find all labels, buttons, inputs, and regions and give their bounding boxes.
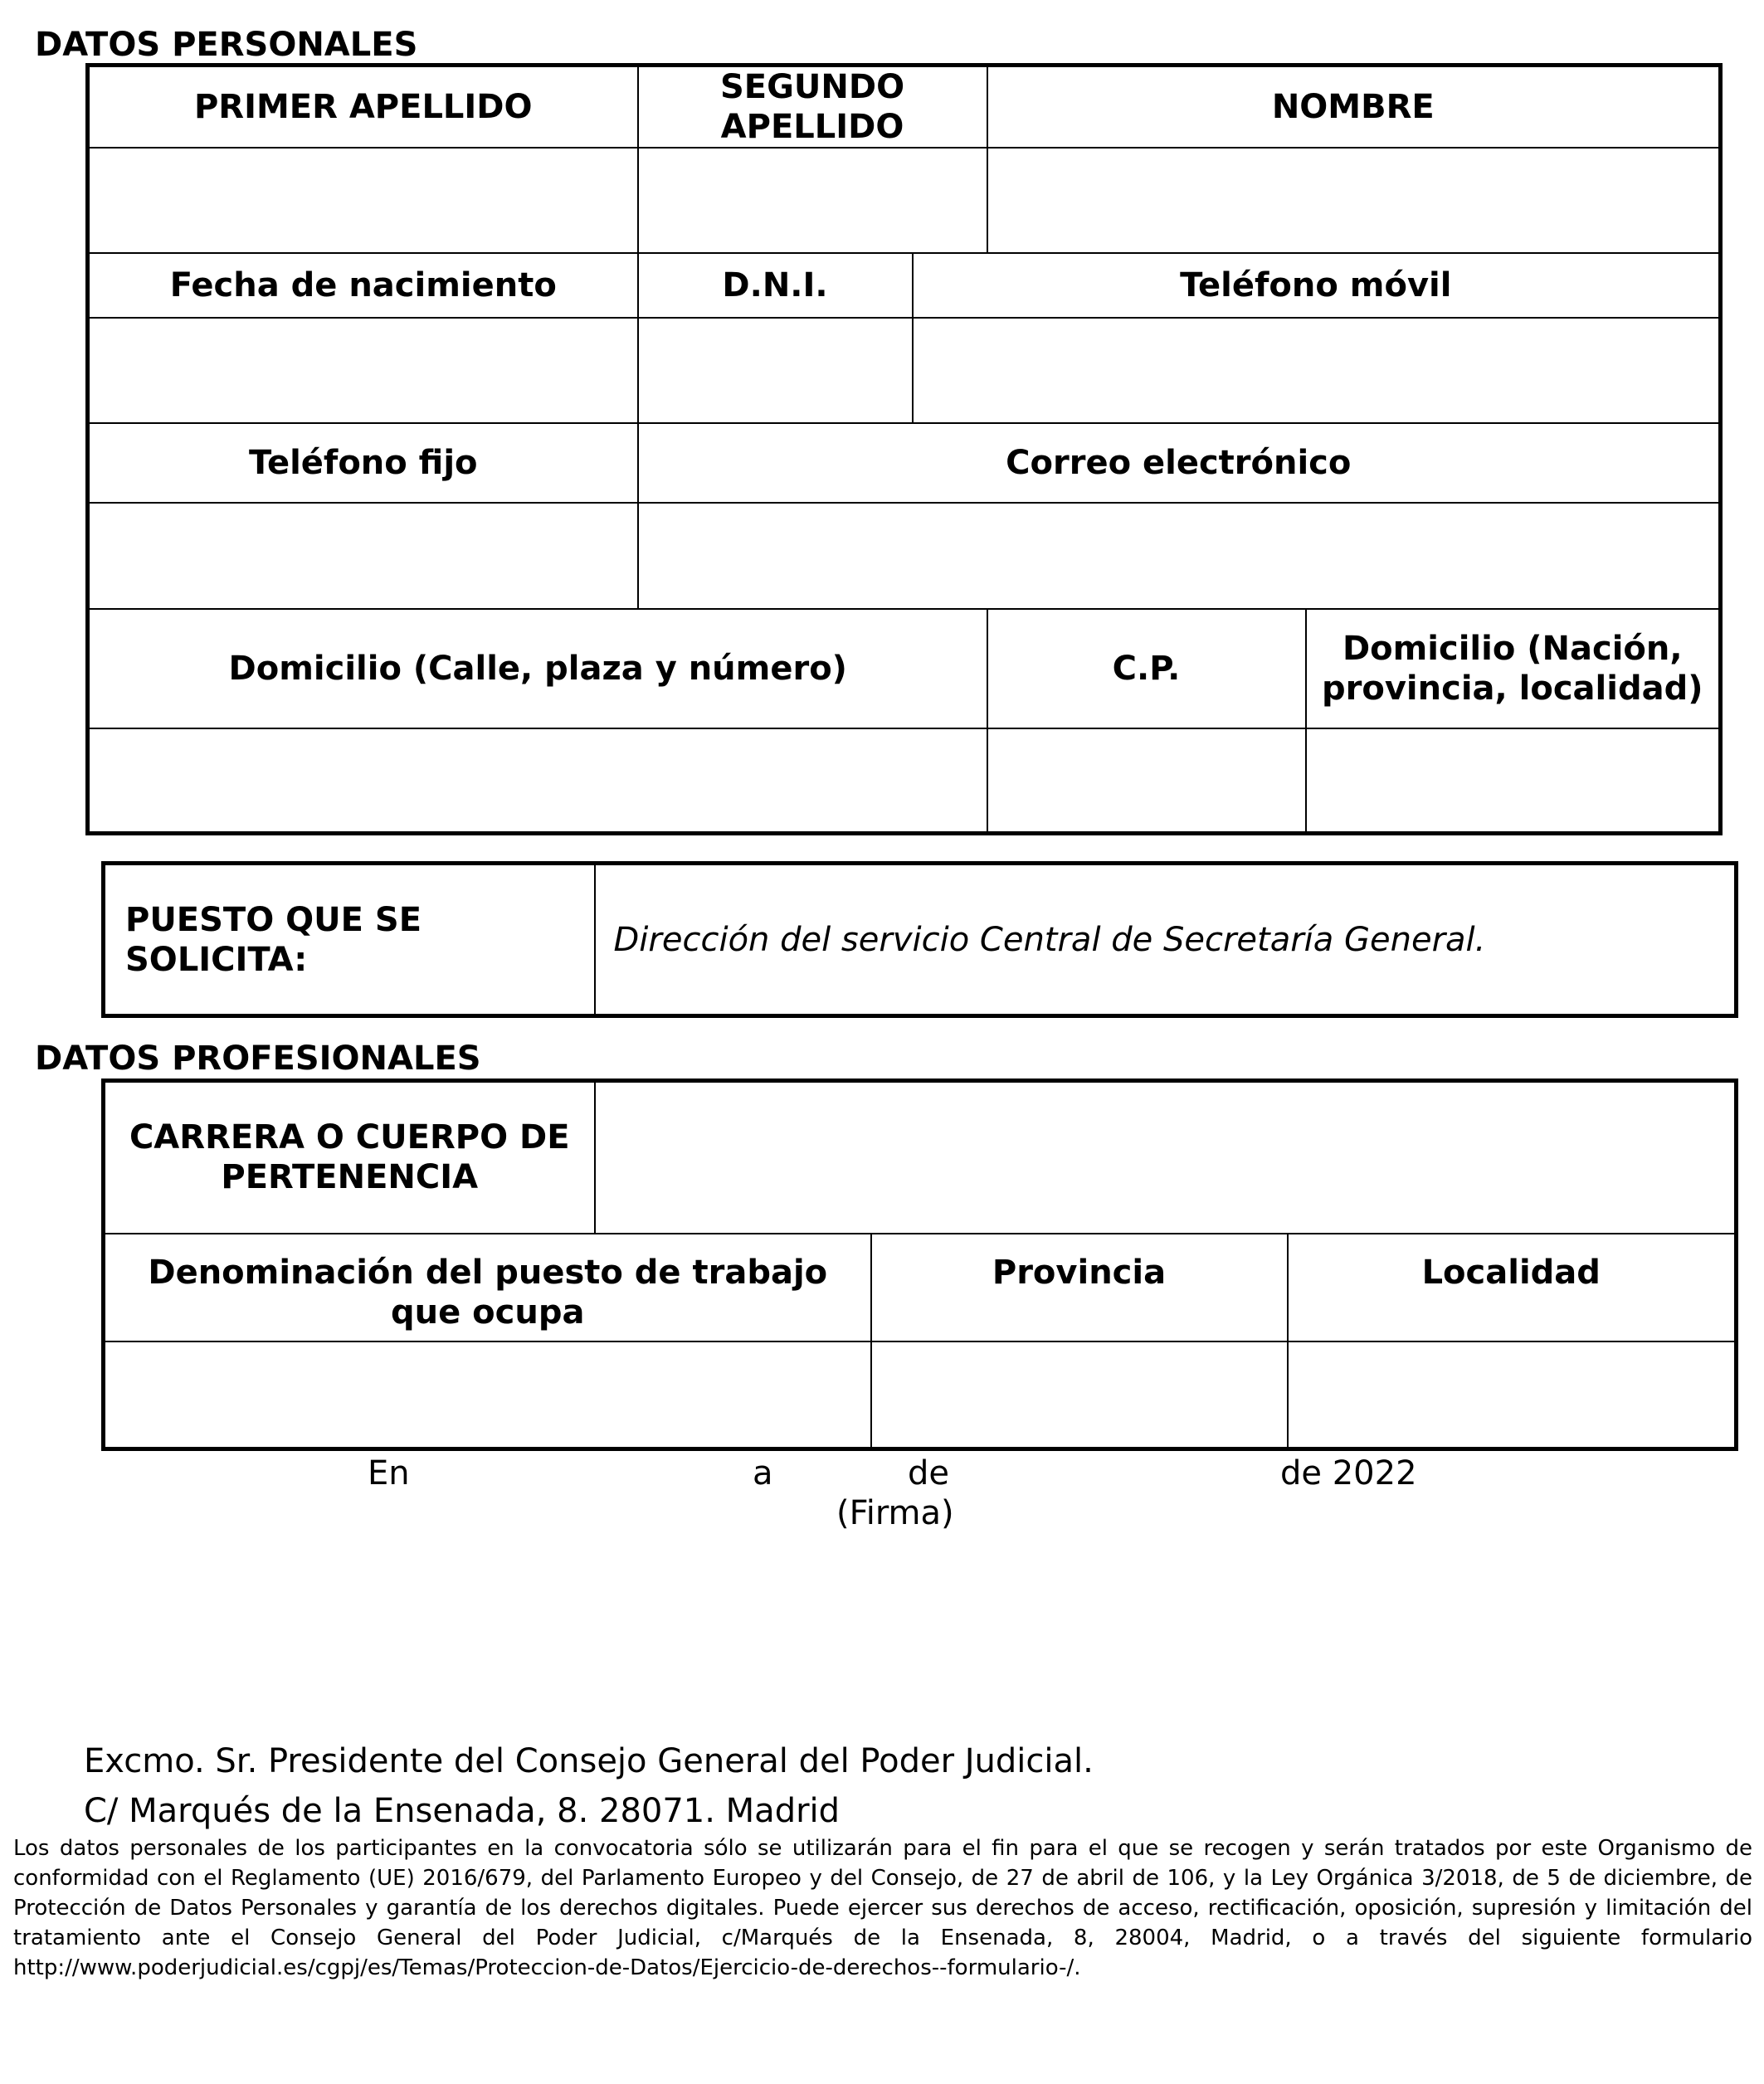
provincia-field[interactable] (871, 1341, 1288, 1449)
segundo-apellido-field[interactable] (638, 148, 987, 253)
firma-year: de 2022 (1280, 1454, 1417, 1492)
header-telefono-fijo: Teléfono fijo (88, 423, 638, 503)
puesto-label: PUESTO QUE SE SOLICITA: (104, 864, 595, 1016)
telefono-fijo-field[interactable] (88, 503, 638, 609)
header-segundo-apellido: SEGUNDO APELLIDO (638, 66, 987, 149)
firma-label: (Firma) (836, 1494, 954, 1532)
firma-de: de (908, 1454, 949, 1492)
header-primer-apellido: PRIMER APELLIDO (88, 66, 638, 149)
header-domicilio-nacion: Domicilio (Nación, provincia, localidad) (1306, 609, 1721, 728)
firma-en: En (368, 1454, 410, 1492)
correo-field[interactable] (638, 503, 1721, 609)
nombre-field[interactable] (987, 148, 1721, 253)
domicilio-calle-field[interactable] (88, 728, 987, 833)
header-provincia: Provincia (871, 1234, 1288, 1341)
addressee-line-1: Excmo. Sr. Presidente del Consejo General del Poder Judicial. (84, 1742, 1094, 1780)
puesto-value[interactable]: Dirección del servicio Central de Secretaría General. (595, 864, 1737, 1016)
header-carrera: CARRERA O CUERPO DE PERTENENCIA (104, 1081, 595, 1234)
puesto-table (101, 861, 1738, 1018)
addressee-line-2: C/ Marqués de la Ensenada, 8. 28071. Madrid (84, 1792, 841, 1830)
header-cp: C.P. (987, 609, 1306, 728)
section-title-datos-personales: DATOS PERSONALES (35, 26, 418, 64)
header-domicilio-calle: Domicilio (Calle, plaza y número) (88, 609, 987, 728)
domicilio-nacion-field[interactable] (1306, 728, 1721, 833)
dni-field[interactable] (638, 318, 913, 423)
denominacion-field[interactable] (104, 1341, 871, 1449)
telefono-movil-field[interactable] (913, 318, 1721, 423)
primer-apellido-field[interactable] (88, 148, 638, 253)
header-telefono-movil: Teléfono móvil (913, 253, 1721, 318)
cp-field[interactable] (987, 728, 1306, 833)
professional-data-table (101, 1079, 1738, 1451)
header-fecha-nacimiento: Fecha de nacimiento (88, 253, 638, 318)
personal-data-table (85, 63, 1723, 835)
legal-notice: Los datos personales de los participantes en la convocatoria sólo se utilizarán para el fin para el que se recogen y serán tratados por este Organismo de conformidad con el Reglamento (UE) 2016/679, del Parlamento Europeo y del Consejo, de 27 de abril de 106, y la Ley Orgánica 3/2018, de 5 de diciembre, de Protección de Datos Personales y garantía de los derechos digitales. Puede ejercer sus derechos de acceso, rectificación, oposición, supresión y limitación del tratamiento ante el Consejo General del Poder Judicial, c/Marqués de la Ensenada, 8, 28004, Madrid, o a través del siguiente formulario http://www.poderjudicial.es/cgpj/es/Temas/Proteccion-de-Datos/Ejercicio-de-derechos--formulario-/. (13, 1836, 1752, 1980)
fecha-nacimiento-field[interactable] (88, 318, 638, 423)
carrera-field[interactable] (595, 1081, 1737, 1234)
firma-a: a (753, 1454, 773, 1492)
header-denominacion: Denominación del puesto de trabajo que ocupa (104, 1234, 871, 1341)
header-nombre: NOMBRE (987, 66, 1721, 149)
header-correo: Correo electrónico (638, 423, 1721, 503)
header-localidad: Localidad (1288, 1234, 1737, 1341)
localidad-field[interactable] (1288, 1341, 1737, 1449)
section-title-datos-profesionales: DATOS PROFESIONALES (35, 1040, 481, 1078)
header-dni: D.N.I. (638, 253, 913, 318)
